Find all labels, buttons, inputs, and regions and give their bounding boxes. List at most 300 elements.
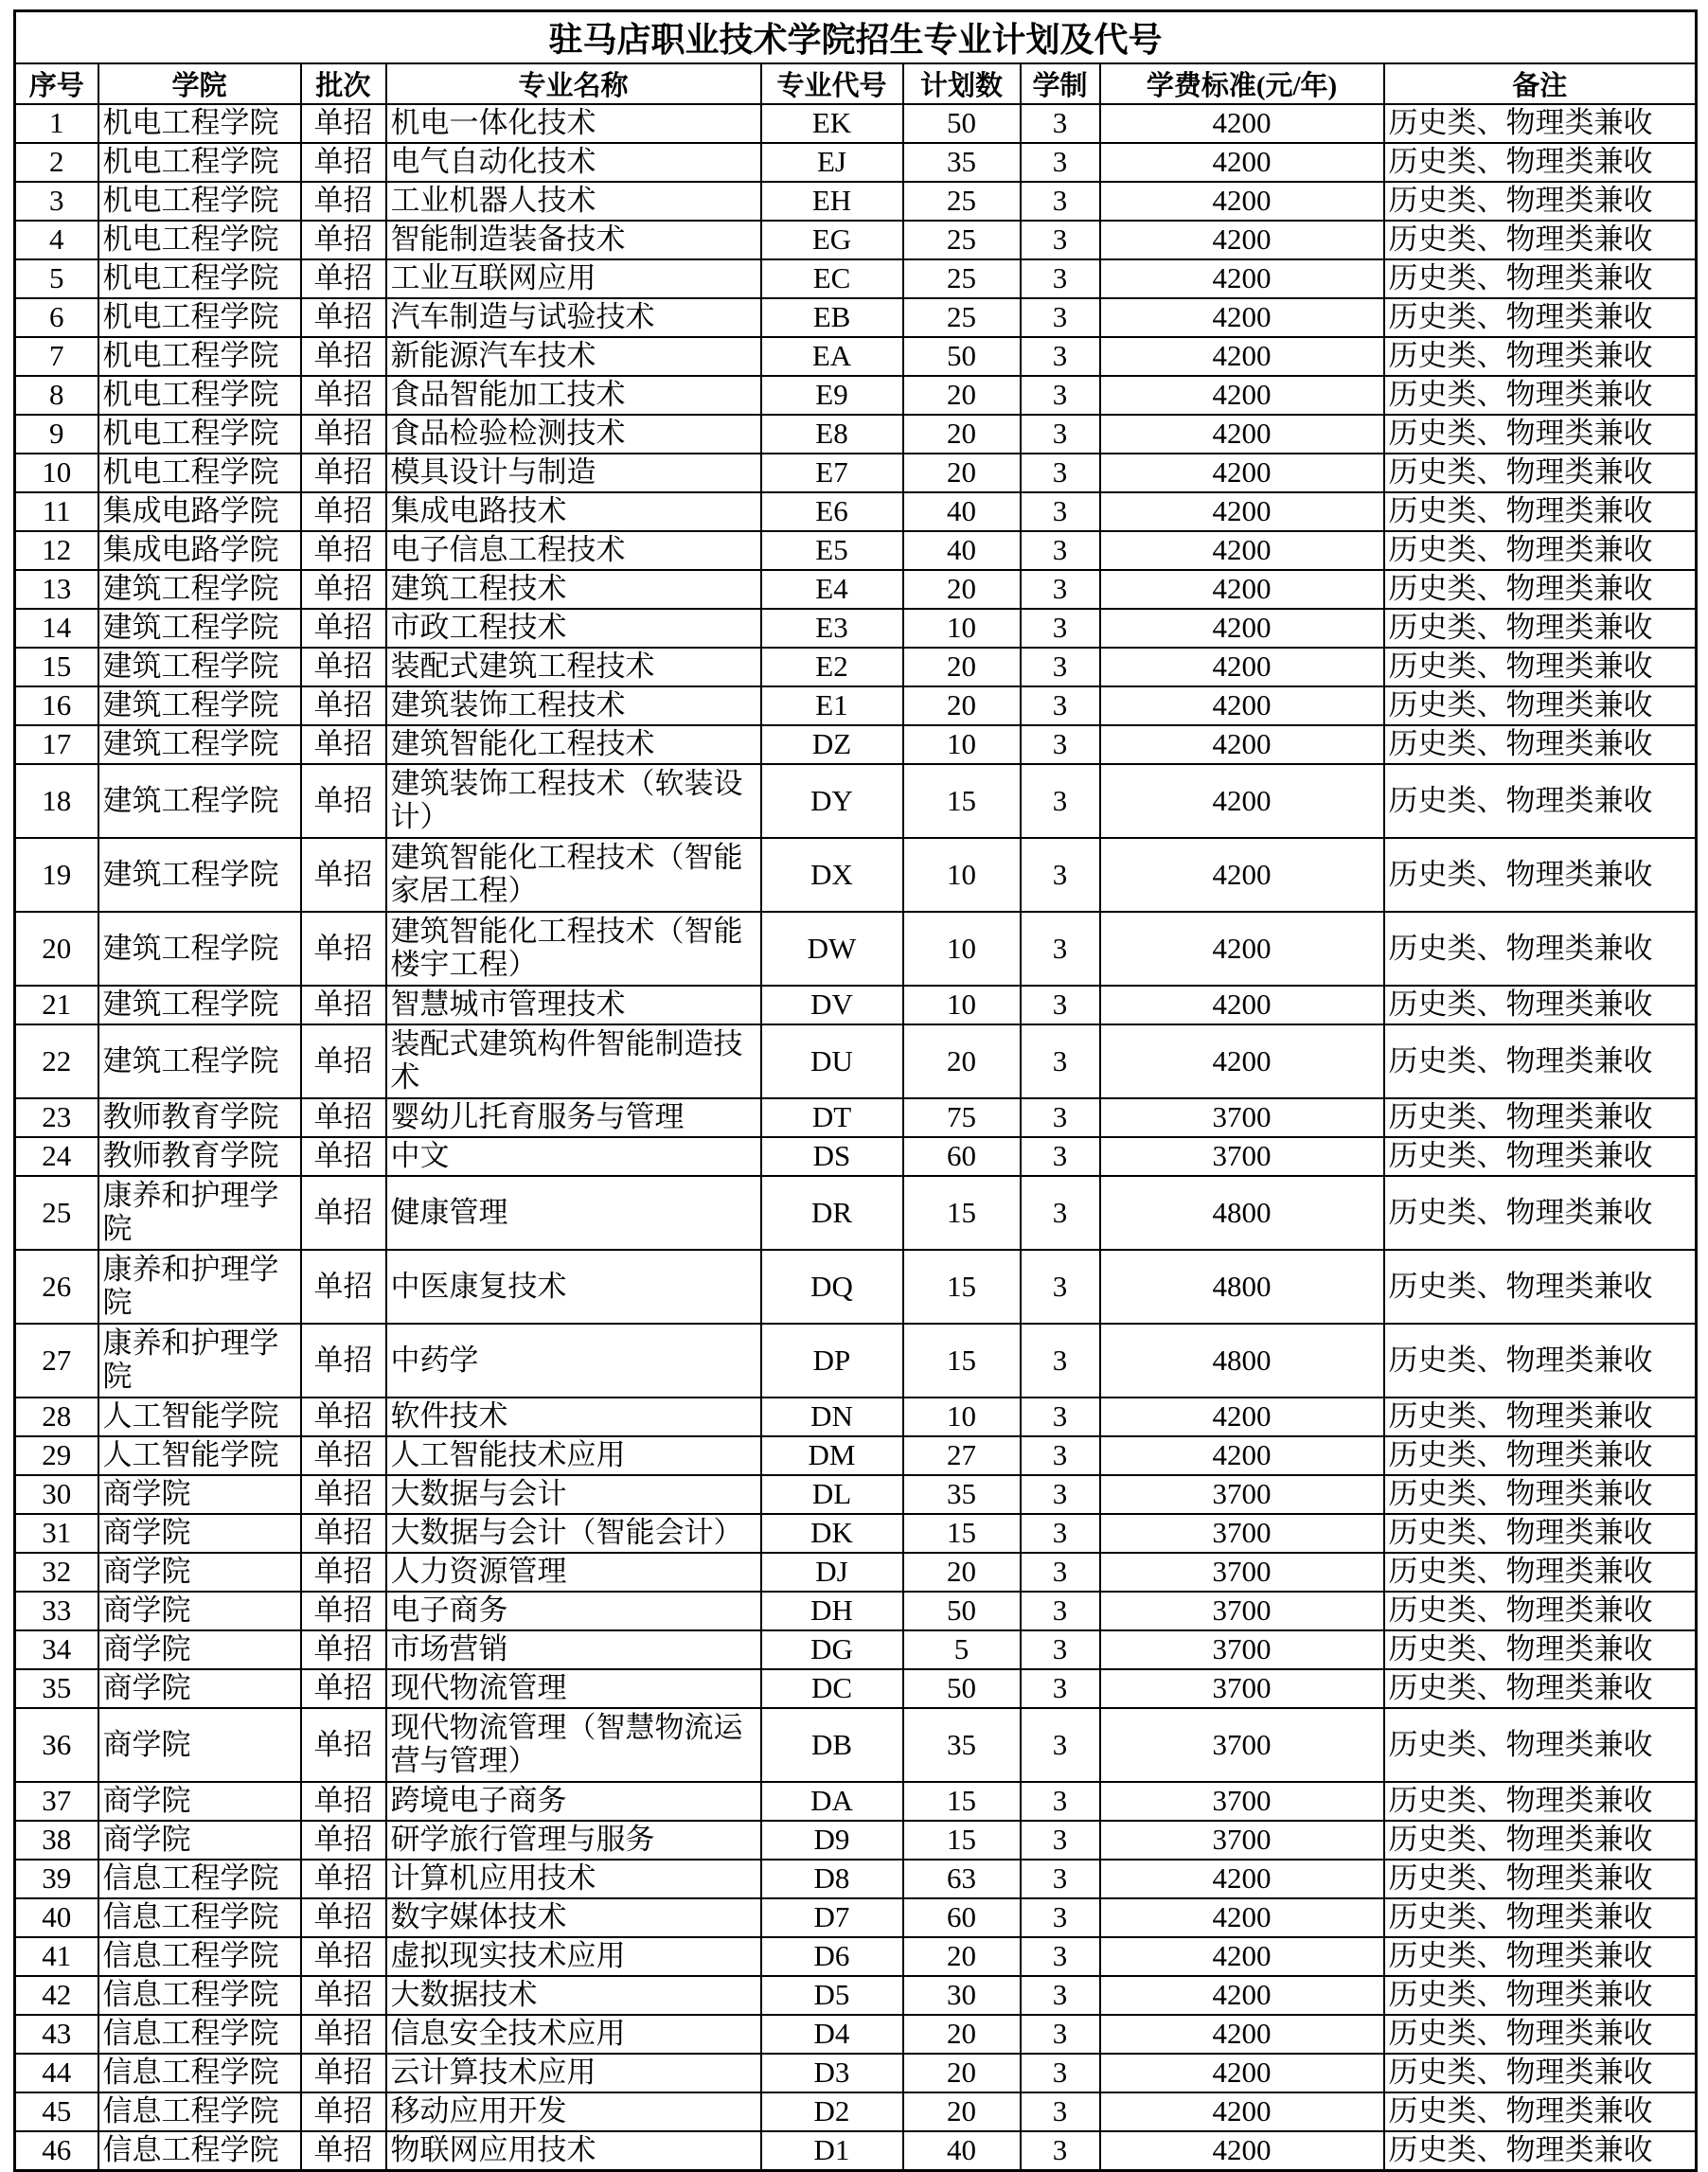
cell-batch: 单招 bbox=[301, 986, 386, 1024]
cell-years: 3 bbox=[1021, 415, 1100, 454]
cell-batch: 单招 bbox=[301, 648, 386, 686]
cell-note: 历史类、物理类兼收 bbox=[1384, 1176, 1697, 1250]
cell-tuition: 4200 bbox=[1100, 1436, 1384, 1475]
cell-note: 历史类、物理类兼收 bbox=[1384, 1937, 1697, 1976]
cell-tuition: 4200 bbox=[1100, 298, 1384, 337]
cell-college: 机电工程学院 bbox=[98, 259, 301, 298]
cell-plan: 40 bbox=[903, 492, 1021, 531]
cell-note: 历史类、物理类兼收 bbox=[1384, 182, 1697, 221]
cell-plan: 20 bbox=[903, 1024, 1021, 1098]
cell-college: 商学院 bbox=[98, 1475, 301, 1514]
cell-batch: 单招 bbox=[301, 686, 386, 725]
table-row bbox=[15, 1436, 1697, 1475]
cell-serial: 26 bbox=[15, 1250, 98, 1324]
cell-code: E3 bbox=[761, 609, 903, 648]
cell-tuition: 3700 bbox=[1100, 1098, 1384, 1137]
cell-plan: 20 bbox=[903, 415, 1021, 454]
cell-major: 市政工程技术 bbox=[386, 609, 761, 648]
cell-tuition: 4200 bbox=[1100, 259, 1384, 298]
cell-tuition: 3700 bbox=[1100, 1782, 1384, 1821]
table-row bbox=[15, 648, 1697, 686]
column-header: 学制 bbox=[1021, 63, 1100, 104]
cell-years: 3 bbox=[1021, 986, 1100, 1024]
cell-code: DV bbox=[761, 986, 903, 1024]
cell-tuition: 4200 bbox=[1100, 570, 1384, 609]
cell-years: 3 bbox=[1021, 725, 1100, 764]
table-row bbox=[15, 609, 1697, 648]
table-row bbox=[15, 1821, 1697, 1860]
table-row bbox=[15, 492, 1697, 531]
cell-major: 物联网应用技术 bbox=[386, 2131, 761, 2171]
cell-batch: 单招 bbox=[301, 182, 386, 221]
cell-years: 3 bbox=[1021, 2092, 1100, 2131]
cell-major: 中医康复技术 bbox=[386, 1250, 761, 1324]
cell-note: 历史类、物理类兼收 bbox=[1384, 1514, 1697, 1553]
cell-plan: 50 bbox=[903, 104, 1021, 143]
table-row bbox=[15, 1898, 1697, 1937]
cell-note: 历史类、物理类兼收 bbox=[1384, 104, 1697, 143]
cell-note: 历史类、物理类兼收 bbox=[1384, 570, 1697, 609]
cell-serial: 40 bbox=[15, 1898, 98, 1937]
cell-batch: 单招 bbox=[301, 492, 386, 531]
cell-major: 跨境电子商务 bbox=[386, 1782, 761, 1821]
cell-years: 3 bbox=[1021, 912, 1100, 986]
table-row bbox=[15, 1630, 1697, 1669]
table-row bbox=[15, 1324, 1697, 1398]
table-row bbox=[15, 1669, 1697, 1708]
cell-tuition: 4200 bbox=[1100, 2054, 1384, 2092]
cell-major: 汽车制造与试验技术 bbox=[386, 298, 761, 337]
cell-batch: 单招 bbox=[301, 415, 386, 454]
cell-plan: 10 bbox=[903, 1398, 1021, 1436]
cell-major: 人力资源管理 bbox=[386, 1553, 761, 1592]
cell-major: 建筑工程技术 bbox=[386, 570, 761, 609]
cell-major: 智能制造装备技术 bbox=[386, 221, 761, 259]
table-row bbox=[15, 259, 1697, 298]
cell-batch: 单招 bbox=[301, 104, 386, 143]
cell-major: 婴幼儿托育服务与管理 bbox=[386, 1098, 761, 1137]
cell-years: 3 bbox=[1021, 259, 1100, 298]
cell-batch: 单招 bbox=[301, 1137, 386, 1176]
cell-serial: 39 bbox=[15, 1860, 98, 1898]
cell-college: 教师教育学院 bbox=[98, 1098, 301, 1137]
table-row bbox=[15, 1176, 1697, 1250]
cell-note: 历史类、物理类兼收 bbox=[1384, 2015, 1697, 2054]
table-row bbox=[15, 531, 1697, 570]
cell-tuition: 4200 bbox=[1100, 104, 1384, 143]
cell-college: 商学院 bbox=[98, 1782, 301, 1821]
cell-college: 机电工程学院 bbox=[98, 143, 301, 182]
cell-college: 人工智能学院 bbox=[98, 1436, 301, 1475]
cell-tuition: 3700 bbox=[1100, 1821, 1384, 1860]
cell-code: D6 bbox=[761, 1937, 903, 1976]
cell-batch: 单招 bbox=[301, 1324, 386, 1398]
column-header: 序号 bbox=[15, 63, 98, 104]
cell-code: E9 bbox=[761, 376, 903, 415]
cell-code: DK bbox=[761, 1514, 903, 1553]
cell-serial: 15 bbox=[15, 648, 98, 686]
cell-note: 历史类、物理类兼收 bbox=[1384, 1708, 1697, 1782]
cell-major: 中药学 bbox=[386, 1324, 761, 1398]
cell-serial: 41 bbox=[15, 1937, 98, 1976]
cell-years: 3 bbox=[1021, 1324, 1100, 1398]
cell-years: 3 bbox=[1021, 182, 1100, 221]
cell-serial: 11 bbox=[15, 492, 98, 531]
cell-years: 3 bbox=[1021, 104, 1100, 143]
cell-years: 3 bbox=[1021, 143, 1100, 182]
cell-note: 历史类、物理类兼收 bbox=[1384, 912, 1697, 986]
cell-batch: 单招 bbox=[301, 1898, 386, 1937]
cell-serial: 23 bbox=[15, 1098, 98, 1137]
cell-note: 历史类、物理类兼收 bbox=[1384, 1630, 1697, 1669]
cell-tuition: 3700 bbox=[1100, 1669, 1384, 1708]
cell-serial: 27 bbox=[15, 1324, 98, 1398]
cell-code: DB bbox=[761, 1708, 903, 1782]
table-row bbox=[15, 1514, 1697, 1553]
cell-note: 历史类、物理类兼收 bbox=[1384, 1436, 1697, 1475]
cell-serial: 30 bbox=[15, 1475, 98, 1514]
cell-plan: 40 bbox=[903, 531, 1021, 570]
cell-college: 康养和护理学院 bbox=[98, 1324, 301, 1398]
cell-years: 3 bbox=[1021, 1860, 1100, 1898]
cell-college: 机电工程学院 bbox=[98, 415, 301, 454]
title-row bbox=[15, 11, 1697, 64]
cell-major: 信息安全技术应用 bbox=[386, 2015, 761, 2054]
cell-major: 研学旅行管理与服务 bbox=[386, 1821, 761, 1860]
cell-college: 机电工程学院 bbox=[98, 337, 301, 376]
cell-years: 3 bbox=[1021, 1669, 1100, 1708]
cell-plan: 50 bbox=[903, 337, 1021, 376]
table-row bbox=[15, 1098, 1697, 1137]
cell-major: 装配式建筑构件智能制造技术 bbox=[386, 1024, 761, 1098]
cell-code: EA bbox=[761, 337, 903, 376]
cell-college: 商学院 bbox=[98, 1514, 301, 1553]
cell-batch: 单招 bbox=[301, 454, 386, 492]
cell-years: 3 bbox=[1021, 2015, 1100, 2054]
cell-major: 云计算技术应用 bbox=[386, 2054, 761, 2092]
cell-tuition: 4200 bbox=[1100, 376, 1384, 415]
cell-tuition: 4200 bbox=[1100, 1024, 1384, 1098]
cell-years: 3 bbox=[1021, 1592, 1100, 1630]
cell-major: 模具设计与制造 bbox=[386, 454, 761, 492]
cell-college: 信息工程学院 bbox=[98, 1937, 301, 1976]
cell-note: 历史类、物理类兼收 bbox=[1384, 1137, 1697, 1176]
cell-batch: 单招 bbox=[301, 1630, 386, 1669]
cell-tuition: 4200 bbox=[1100, 609, 1384, 648]
table-row bbox=[15, 182, 1697, 221]
cell-tuition: 4200 bbox=[1100, 838, 1384, 912]
cell-note: 历史类、物理类兼收 bbox=[1384, 725, 1697, 764]
cell-tuition: 4200 bbox=[1100, 764, 1384, 838]
cell-college: 信息工程学院 bbox=[98, 2131, 301, 2171]
cell-years: 3 bbox=[1021, 1514, 1100, 1553]
cell-serial: 43 bbox=[15, 2015, 98, 2054]
cell-years: 3 bbox=[1021, 337, 1100, 376]
cell-batch: 单招 bbox=[301, 2015, 386, 2054]
table-row bbox=[15, 2054, 1697, 2092]
cell-years: 3 bbox=[1021, 838, 1100, 912]
cell-code: EC bbox=[761, 259, 903, 298]
cell-code: E5 bbox=[761, 531, 903, 570]
cell-years: 3 bbox=[1021, 1137, 1100, 1176]
cell-major: 建筑装饰工程技术 bbox=[386, 686, 761, 725]
cell-batch: 单招 bbox=[301, 1937, 386, 1976]
cell-college: 建筑工程学院 bbox=[98, 986, 301, 1024]
cell-note: 历史类、物理类兼收 bbox=[1384, 454, 1697, 492]
cell-college: 集成电路学院 bbox=[98, 531, 301, 570]
cell-note: 历史类、物理类兼收 bbox=[1384, 1398, 1697, 1436]
cell-batch: 单招 bbox=[301, 1708, 386, 1782]
cell-serial: 14 bbox=[15, 609, 98, 648]
cell-major: 工业互联网应用 bbox=[386, 259, 761, 298]
cell-batch: 单招 bbox=[301, 1669, 386, 1708]
cell-note: 历史类、物理类兼收 bbox=[1384, 376, 1697, 415]
cell-batch: 单招 bbox=[301, 376, 386, 415]
cell-plan: 15 bbox=[903, 1250, 1021, 1324]
cell-years: 3 bbox=[1021, 2054, 1100, 2092]
cell-college: 机电工程学院 bbox=[98, 298, 301, 337]
cell-major: 中文 bbox=[386, 1137, 761, 1176]
cell-code: EH bbox=[761, 182, 903, 221]
cell-code: D7 bbox=[761, 1898, 903, 1937]
cell-serial: 8 bbox=[15, 376, 98, 415]
cell-serial: 34 bbox=[15, 1630, 98, 1669]
cell-batch: 单招 bbox=[301, 1782, 386, 1821]
cell-plan: 15 bbox=[903, 1324, 1021, 1398]
cell-serial: 24 bbox=[15, 1137, 98, 1176]
cell-major: 健康管理 bbox=[386, 1176, 761, 1250]
cell-note: 历史类、物理类兼收 bbox=[1384, 1024, 1697, 1098]
table-row bbox=[15, 1250, 1697, 1324]
cell-batch: 单招 bbox=[301, 2054, 386, 2092]
cell-code: DT bbox=[761, 1098, 903, 1137]
cell-code: D3 bbox=[761, 2054, 903, 2092]
cell-plan: 60 bbox=[903, 1137, 1021, 1176]
table-row bbox=[15, 337, 1697, 376]
cell-plan: 10 bbox=[903, 986, 1021, 1024]
cell-note: 历史类、物理类兼收 bbox=[1384, 986, 1697, 1024]
cell-code: DH bbox=[761, 1592, 903, 1630]
cell-batch: 单招 bbox=[301, 2092, 386, 2131]
cell-note: 历史类、物理类兼收 bbox=[1384, 1669, 1697, 1708]
cell-batch: 单招 bbox=[301, 1553, 386, 1592]
cell-major: 大数据与会计（智能会计） bbox=[386, 1514, 761, 1553]
cell-tuition: 4200 bbox=[1100, 686, 1384, 725]
cell-batch: 单招 bbox=[301, 1098, 386, 1137]
cell-major: 人工智能技术应用 bbox=[386, 1436, 761, 1475]
cell-college: 建筑工程学院 bbox=[98, 648, 301, 686]
cell-college: 商学院 bbox=[98, 1708, 301, 1782]
cell-tuition: 4200 bbox=[1100, 986, 1384, 1024]
cell-tuition: 4200 bbox=[1100, 2131, 1384, 2171]
table-row bbox=[15, 725, 1697, 764]
cell-major: 软件技术 bbox=[386, 1398, 761, 1436]
cell-tuition: 3700 bbox=[1100, 1475, 1384, 1514]
cell-note: 历史类、物理类兼收 bbox=[1384, 1592, 1697, 1630]
cell-tuition: 4200 bbox=[1100, 1860, 1384, 1898]
cell-note: 历史类、物理类兼收 bbox=[1384, 2092, 1697, 2131]
cell-serial: 18 bbox=[15, 764, 98, 838]
cell-code: DN bbox=[761, 1398, 903, 1436]
cell-tuition: 4200 bbox=[1100, 1898, 1384, 1937]
cell-years: 3 bbox=[1021, 1250, 1100, 1324]
cell-plan: 15 bbox=[903, 1176, 1021, 1250]
cell-serial: 21 bbox=[15, 986, 98, 1024]
cell-tuition: 4800 bbox=[1100, 1176, 1384, 1250]
cell-plan: 20 bbox=[903, 2092, 1021, 2131]
cell-major: 计算机应用技术 bbox=[386, 1860, 761, 1898]
cell-code: D9 bbox=[761, 1821, 903, 1860]
cell-serial: 16 bbox=[15, 686, 98, 725]
table-row bbox=[15, 221, 1697, 259]
cell-code: D8 bbox=[761, 1860, 903, 1898]
cell-plan: 10 bbox=[903, 725, 1021, 764]
cell-plan: 27 bbox=[903, 1436, 1021, 1475]
table-row bbox=[15, 838, 1697, 912]
table-row bbox=[15, 986, 1697, 1024]
cell-major: 电子信息工程技术 bbox=[386, 531, 761, 570]
cell-years: 3 bbox=[1021, 1708, 1100, 1782]
cell-serial: 33 bbox=[15, 1592, 98, 1630]
cell-major: 新能源汽车技术 bbox=[386, 337, 761, 376]
cell-major: 电气自动化技术 bbox=[386, 143, 761, 182]
table-row bbox=[15, 143, 1697, 182]
cell-batch: 单招 bbox=[301, 1024, 386, 1098]
table-row bbox=[15, 1553, 1697, 1592]
cell-note: 历史类、物理类兼收 bbox=[1384, 415, 1697, 454]
cell-college: 建筑工程学院 bbox=[98, 570, 301, 609]
cell-college: 建筑工程学院 bbox=[98, 764, 301, 838]
cell-batch: 单招 bbox=[301, 1436, 386, 1475]
cell-batch: 单招 bbox=[301, 337, 386, 376]
cell-years: 3 bbox=[1021, 531, 1100, 570]
cell-note: 历史类、物理类兼收 bbox=[1384, 1821, 1697, 1860]
cell-note: 历史类、物理类兼收 bbox=[1384, 838, 1697, 912]
table-row bbox=[15, 1782, 1697, 1821]
cell-tuition: 4200 bbox=[1100, 648, 1384, 686]
cell-major: 装配式建筑工程技术 bbox=[386, 648, 761, 686]
cell-years: 3 bbox=[1021, 376, 1100, 415]
cell-batch: 单招 bbox=[301, 531, 386, 570]
cell-batch: 单招 bbox=[301, 1860, 386, 1898]
cell-batch: 单招 bbox=[301, 259, 386, 298]
cell-plan: 20 bbox=[903, 648, 1021, 686]
cell-batch: 单招 bbox=[301, 2131, 386, 2171]
cell-tuition: 4200 bbox=[1100, 912, 1384, 986]
table-row bbox=[15, 1937, 1697, 1976]
cell-serial: 12 bbox=[15, 531, 98, 570]
cell-college: 机电工程学院 bbox=[98, 376, 301, 415]
cell-plan: 10 bbox=[903, 838, 1021, 912]
cell-years: 3 bbox=[1021, 686, 1100, 725]
cell-code: EK bbox=[761, 104, 903, 143]
cell-major: 工业机器人技术 bbox=[386, 182, 761, 221]
cell-tuition: 4200 bbox=[1100, 2015, 1384, 2054]
cell-batch: 单招 bbox=[301, 1176, 386, 1250]
table-row bbox=[15, 1475, 1697, 1514]
cell-plan: 20 bbox=[903, 454, 1021, 492]
table-row bbox=[15, 376, 1697, 415]
column-header: 专业名称 bbox=[386, 63, 761, 104]
cell-batch: 单招 bbox=[301, 570, 386, 609]
cell-note: 历史类、物理类兼收 bbox=[1384, 1553, 1697, 1592]
cell-serial: 17 bbox=[15, 725, 98, 764]
cell-college: 信息工程学院 bbox=[98, 2015, 301, 2054]
cell-note: 历史类、物理类兼收 bbox=[1384, 221, 1697, 259]
cell-plan: 15 bbox=[903, 1782, 1021, 1821]
cell-batch: 单招 bbox=[301, 1821, 386, 1860]
cell-note: 历史类、物理类兼收 bbox=[1384, 337, 1697, 376]
table-row bbox=[15, 298, 1697, 337]
cell-plan: 40 bbox=[903, 2131, 1021, 2171]
cell-code: DS bbox=[761, 1137, 903, 1176]
cell-note: 历史类、物理类兼收 bbox=[1384, 1860, 1697, 1898]
cell-years: 3 bbox=[1021, 1176, 1100, 1250]
page-title: 驻马店职业技术学院招生专业计划及代号 bbox=[15, 11, 1697, 64]
cell-major: 建筑智能化工程技术 bbox=[386, 725, 761, 764]
cell-years: 3 bbox=[1021, 221, 1100, 259]
cell-code: E2 bbox=[761, 648, 903, 686]
cell-college: 建筑工程学院 bbox=[98, 838, 301, 912]
cell-batch: 单招 bbox=[301, 764, 386, 838]
cell-major: 现代物流管理（智慧物流运营与管理） bbox=[386, 1708, 761, 1782]
cell-serial: 31 bbox=[15, 1514, 98, 1553]
cell-plan: 25 bbox=[903, 221, 1021, 259]
cell-college: 信息工程学院 bbox=[98, 2092, 301, 2131]
cell-code: DP bbox=[761, 1324, 903, 1398]
cell-code: DG bbox=[761, 1630, 903, 1669]
cell-serial: 9 bbox=[15, 415, 98, 454]
table-row bbox=[15, 764, 1697, 838]
cell-plan: 25 bbox=[903, 298, 1021, 337]
cell-code: DQ bbox=[761, 1250, 903, 1324]
cell-college: 建筑工程学院 bbox=[98, 1024, 301, 1098]
cell-college: 机电工程学院 bbox=[98, 221, 301, 259]
table-row bbox=[15, 1137, 1697, 1176]
cell-college: 机电工程学院 bbox=[98, 182, 301, 221]
cell-code: D1 bbox=[761, 2131, 903, 2171]
table-row bbox=[15, 1024, 1697, 1098]
cell-serial: 20 bbox=[15, 912, 98, 986]
cell-major: 市场营销 bbox=[386, 1630, 761, 1669]
cell-serial: 35 bbox=[15, 1669, 98, 1708]
cell-college: 建筑工程学院 bbox=[98, 686, 301, 725]
header-row bbox=[15, 63, 1697, 104]
cell-major: 现代物流管理 bbox=[386, 1669, 761, 1708]
cell-code: EB bbox=[761, 298, 903, 337]
cell-tuition: 4200 bbox=[1100, 1976, 1384, 2015]
cell-college: 机电工程学院 bbox=[98, 454, 301, 492]
cell-serial: 10 bbox=[15, 454, 98, 492]
cell-batch: 单招 bbox=[301, 1592, 386, 1630]
cell-code: E4 bbox=[761, 570, 903, 609]
cell-plan: 20 bbox=[903, 2015, 1021, 2054]
cell-years: 3 bbox=[1021, 298, 1100, 337]
cell-code: DY bbox=[761, 764, 903, 838]
cell-batch: 单招 bbox=[301, 1475, 386, 1514]
cell-college: 人工智能学院 bbox=[98, 1398, 301, 1436]
cell-tuition: 3700 bbox=[1100, 1630, 1384, 1669]
cell-years: 3 bbox=[1021, 1782, 1100, 1821]
cell-note: 历史类、物理类兼收 bbox=[1384, 531, 1697, 570]
cell-plan: 63 bbox=[903, 1860, 1021, 1898]
cell-plan: 75 bbox=[903, 1098, 1021, 1137]
cell-years: 3 bbox=[1021, 570, 1100, 609]
cell-note: 历史类、物理类兼收 bbox=[1384, 764, 1697, 838]
cell-plan: 25 bbox=[903, 182, 1021, 221]
cell-plan: 60 bbox=[903, 1898, 1021, 1937]
cell-plan: 10 bbox=[903, 912, 1021, 986]
